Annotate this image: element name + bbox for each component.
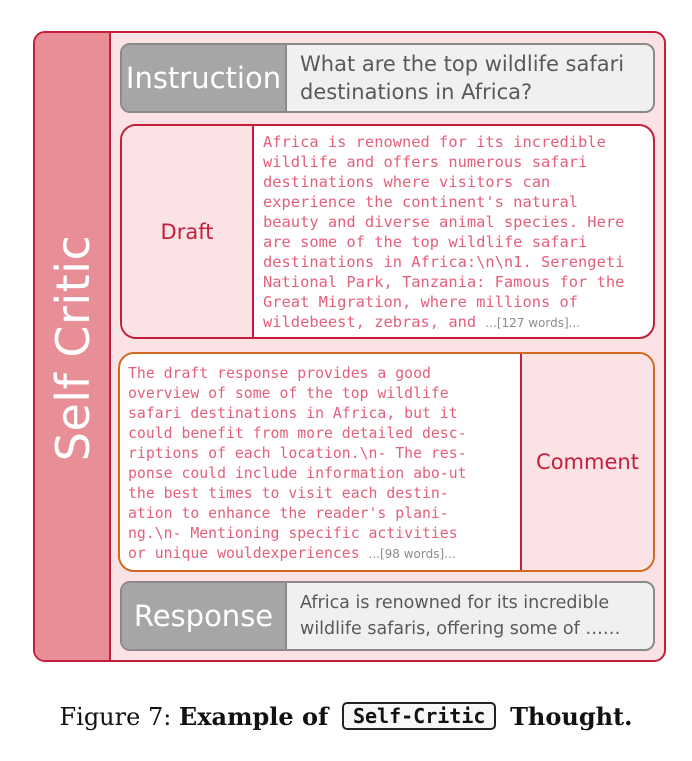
- comment-line: ng.\n- Mentioning specific activities: [128, 525, 458, 542]
- draft-line-last: [263, 312, 651, 333]
- draft-label: Draft: [122, 126, 254, 337]
- draft-line: beauty and diverse animal species. Here: [263, 213, 625, 231]
- instruction-text: [300, 50, 643, 106]
- response-box: [120, 581, 655, 651]
- draft-box: [120, 124, 655, 339]
- draft-truncation-note: ...[127 words]...: [485, 316, 581, 330]
- instruction-line: What are the top wildlife safari: [300, 52, 625, 76]
- side-title: Self Critic: [46, 234, 100, 462]
- comment-text: [128, 364, 467, 564]
- response-line: wildlife safaris, offering some of ……: [300, 619, 621, 639]
- caption-bold-before: Example of: [178, 702, 329, 731]
- comment-line: riptions of each location.\n- The res-: [128, 445, 467, 462]
- comment-line: The draft response provides a good: [128, 365, 431, 382]
- comment-line: could benefit from more detailed desc-: [128, 425, 467, 442]
- instruction-label: Instruction: [122, 45, 287, 111]
- comment-line-last: [128, 544, 467, 564]
- comment-truncation-note: ...[98 words]...: [368, 547, 456, 561]
- comment-line: or unique wouldexperiences: [128, 545, 369, 562]
- comment-line: ponse could include information abo-ut: [128, 465, 467, 482]
- comment-box: [118, 352, 655, 572]
- comment-line: safari destinations in Africa, but it: [128, 405, 458, 422]
- draft-line: destinations in Africa:\n\n1. Serengeti: [263, 253, 625, 271]
- draft-line: experience the continent's natural: [263, 193, 579, 211]
- draft-line: wildebeest, zebras, and: [263, 313, 486, 331]
- comment-line: overview of some of the top wildlife: [128, 385, 449, 402]
- draft-line: Africa is renowned for its incredible: [263, 133, 606, 151]
- caption-tag: Self-Critic: [342, 702, 496, 730]
- caption-prefix: Figure 7:: [59, 703, 179, 731]
- side-strip: [35, 33, 111, 660]
- draft-line: are some of the top wildlife safari: [263, 233, 588, 251]
- instruction-box: [120, 43, 655, 113]
- draft-line: Great Migration, where millions of: [263, 293, 579, 311]
- draft-line: wildlife and offers numerous safari: [263, 153, 588, 171]
- draft-line: destinations where visitors can: [263, 173, 551, 191]
- draft-text: [263, 132, 651, 333]
- response-line: Africa is renowned for its incredible: [300, 593, 610, 613]
- figure-caption: [0, 702, 692, 731]
- response-text: [300, 590, 643, 642]
- caption-bold-after: Thought.: [510, 702, 633, 731]
- comment-label: Comment: [520, 354, 653, 570]
- comment-line: the best times to visit each destin-: [128, 485, 449, 502]
- comment-line: ation to enhance the reader's plani-: [128, 505, 449, 522]
- draft-line: National Park, Tanzania: Famous for the: [263, 273, 625, 291]
- instruction-line: destinations in Africa?: [300, 80, 533, 104]
- response-label: Response: [122, 583, 287, 649]
